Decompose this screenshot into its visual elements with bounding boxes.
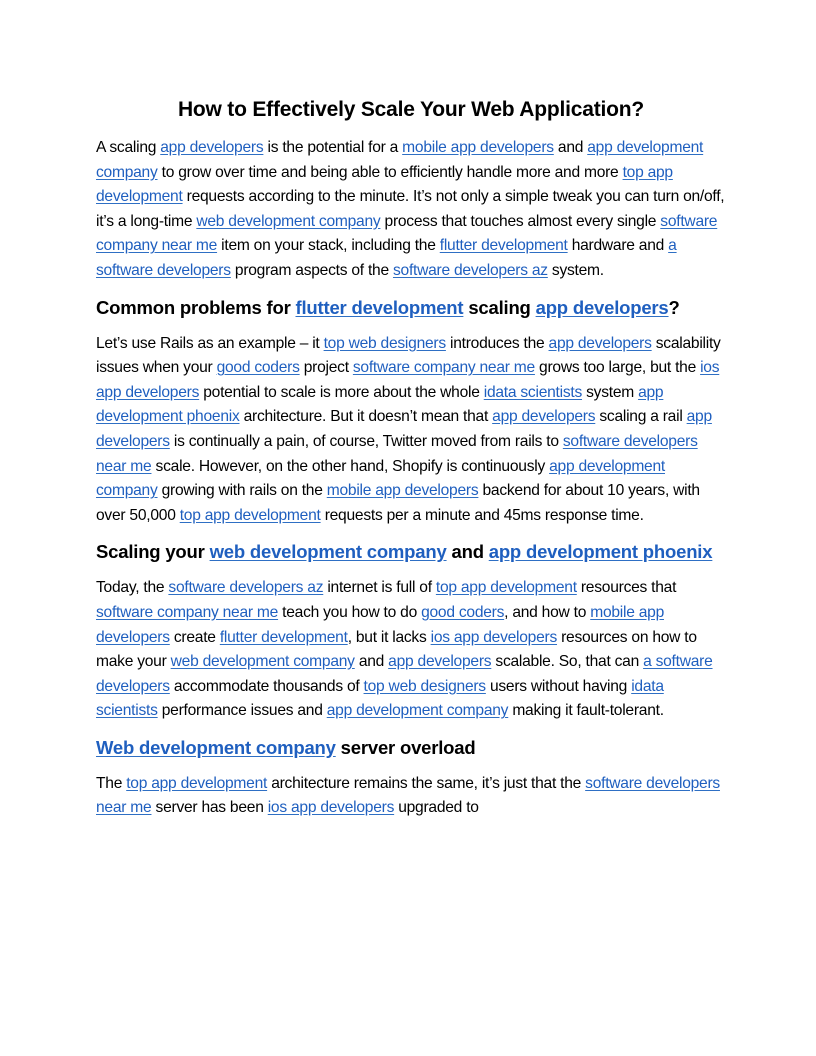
text-run: potential to scale is more about the whole	[199, 383, 484, 401]
inline-link[interactable]: good coders	[421, 603, 505, 621]
text-run: resources on how to make your	[96, 628, 697, 671]
text-run: server overload	[335, 736, 476, 758]
inline-link[interactable]: mobile app developers	[402, 139, 554, 156]
text-run: Let’s use Rails as an example – it	[96, 334, 324, 352]
inline-link[interactable]: Web development company	[96, 736, 336, 758]
text-run: process that touches almost every single	[380, 212, 661, 230]
inline-link[interactable]: app developers	[96, 408, 712, 450]
text-run: The	[96, 774, 127, 792]
text-run: resources that	[576, 579, 677, 597]
inline-link[interactable]: mobile app developers	[326, 482, 479, 500]
page-title: How to Effectively Scale Your Web Application?	[177, 98, 645, 121]
text-run: scalable. So, that can	[491, 653, 644, 671]
inline-link[interactable]: top app development	[435, 579, 577, 597]
inline-link[interactable]: web development company	[209, 541, 447, 563]
text-run: project	[299, 359, 353, 377]
text-run: and	[354, 653, 389, 671]
text-run: backend for about 10 years, with over 50,000	[96, 482, 700, 524]
inline-link[interactable]: app developers	[388, 653, 492, 671]
text-run: and	[553, 139, 588, 156]
text-run: internet is full of	[323, 579, 436, 597]
text-run: create	[169, 628, 220, 646]
inline-link[interactable]: idata scientists	[96, 677, 664, 720]
inline-link[interactable]: flutter development	[295, 296, 464, 318]
inline-link[interactable]: software developers az	[392, 261, 548, 279]
text-run: requests per a minute and 45ms response time.	[320, 506, 644, 524]
inline-link[interactable]: top web designers	[323, 334, 446, 352]
inline-link[interactable]: a software developers	[96, 653, 713, 695]
paragraph	[96, 576, 726, 724]
inline-link[interactable]: top web designers	[363, 677, 486, 695]
text-run: Scaling your	[96, 541, 210, 563]
text-run: to grow over time and being able to efficiently handle more and more	[157, 163, 623, 181]
text-run: scalability issues when your	[96, 334, 721, 377]
text-run: making it fault-tolerant.	[508, 702, 664, 720]
inline-link[interactable]: software company near me	[96, 212, 718, 255]
inline-link[interactable]: idata scientists	[483, 383, 583, 401]
text-run: is continually a pain, of course, Twitter moved from rails to	[169, 432, 563, 450]
text-run: is the potential for a	[263, 139, 403, 156]
text-run: performance issues and	[157, 702, 327, 720]
text-run: teach you how to do	[278, 603, 422, 621]
text-run: server has been	[151, 799, 268, 817]
inline-link[interactable]: web development company	[170, 653, 355, 671]
text-run: program aspects of the	[230, 261, 393, 279]
text-run: Today, the	[96, 579, 169, 597]
paragraph	[96, 332, 726, 529]
text-run: users without having	[485, 677, 632, 695]
text-run: requests according to the minute. It’s not only a simple tweak you can turn on/off, it’s a long-time	[96, 188, 725, 230]
document-page	[96, 96, 726, 829]
inline-link[interactable]: app development company	[96, 457, 665, 500]
inline-link[interactable]: software developers near me	[96, 432, 698, 475]
inline-link[interactable]: app development phoenix	[96, 383, 664, 426]
section-heading	[96, 294, 726, 322]
text-run: ?	[668, 296, 680, 318]
text-run: scaling a rail	[595, 408, 687, 426]
text-run: hardware and	[567, 237, 669, 255]
inline-link[interactable]: app development company	[326, 702, 509, 720]
text-run: and	[446, 541, 489, 563]
inline-link[interactable]: software developers az	[168, 579, 324, 597]
inline-link[interactable]: top app development	[96, 163, 673, 206]
inline-link[interactable]: app development company	[96, 139, 704, 181]
inline-link[interactable]: app developers	[535, 296, 669, 318]
text-run: item on your stack, including the	[217, 237, 440, 255]
inline-link[interactable]: top app development	[126, 774, 268, 792]
text-run: A scaling	[96, 139, 161, 156]
text-run: , and how to	[504, 603, 591, 621]
paragraph	[96, 772, 726, 821]
text-run: upgraded to	[394, 799, 479, 817]
section-heading	[96, 538, 726, 566]
inline-link[interactable]: software developers near me	[96, 774, 720, 817]
text-run: scale. However, on the other hand, Shopify is continuously	[151, 457, 550, 475]
document-body	[96, 136, 726, 821]
inline-link[interactable]: software company near me	[96, 603, 279, 621]
paragraph	[96, 136, 726, 284]
inline-link[interactable]: ios app developers	[430, 628, 558, 646]
text-run: introduces the	[445, 334, 549, 352]
inline-link[interactable]: ios app developers	[96, 359, 720, 401]
inline-link[interactable]: app developers	[548, 334, 652, 352]
text-run: system	[582, 383, 639, 401]
inline-link[interactable]: good coders	[216, 359, 300, 377]
section-heading	[96, 734, 726, 762]
text-run: , but it lacks	[347, 628, 431, 646]
text-run: architecture. But it doesn’t mean that	[239, 408, 493, 426]
inline-link[interactable]: software company near me	[352, 359, 535, 377]
inline-link[interactable]: web development company	[196, 212, 381, 230]
text-run: system.	[547, 261, 604, 279]
inline-link[interactable]: flutter development	[439, 237, 568, 255]
inline-link[interactable]: a software developers	[96, 237, 677, 279]
inline-link[interactable]: ios app developers	[267, 799, 395, 817]
text-run: growing with rails on the	[157, 482, 327, 500]
inline-link[interactable]: app development phoenix	[488, 541, 713, 563]
inline-link[interactable]: top app development	[179, 506, 321, 524]
inline-link[interactable]: flutter development	[219, 628, 348, 646]
text-run: Common problems for	[96, 296, 296, 318]
text-run: scaling	[463, 296, 536, 318]
inline-link[interactable]: mobile app developers	[96, 603, 664, 646]
inline-link[interactable]: app developers	[160, 139, 264, 156]
inline-link[interactable]: app developers	[492, 408, 596, 426]
text-run: grows too large, but the	[534, 359, 701, 377]
text-run: architecture remains the same, it’s just that the	[267, 774, 586, 792]
text-run: accommodate thousands of	[169, 677, 364, 695]
